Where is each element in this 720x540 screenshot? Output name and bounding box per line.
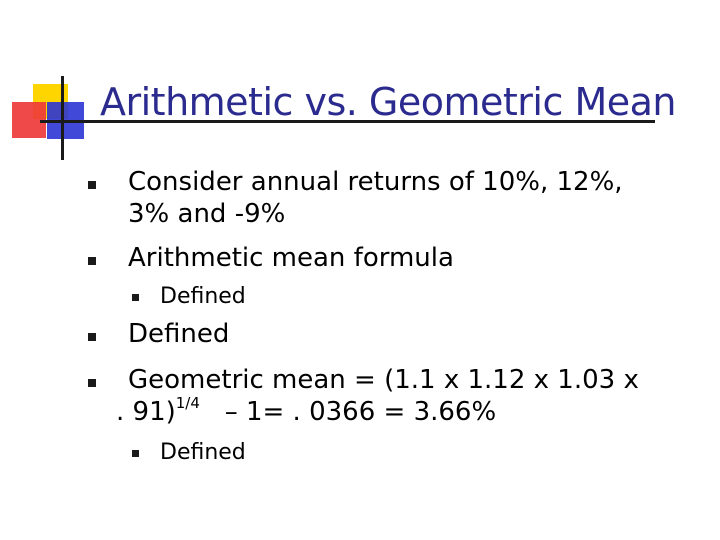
bullet-square-icon [88, 333, 96, 341]
bullet-text: Arithmetic mean formula [128, 243, 454, 273]
bullet-square-icon [88, 181, 96, 189]
bullet-square-icon [88, 257, 96, 265]
sub-bullet-text: Defined [160, 284, 246, 309]
bullet-square-icon [88, 379, 96, 387]
sub-bullet-text: Defined [160, 440, 246, 465]
bullet-text: Defined [128, 319, 230, 349]
sub-bullet-item-geometric-defined [160, 439, 246, 467]
formula-rest: – 1= . 0366 = 3.66% [199, 397, 497, 427]
bullet-text-line: Geometric mean = (1.1 x 1.12 x 1.03 x [128, 365, 639, 395]
bullet-item-geometric [116, 364, 639, 428]
bullet-item-returns [128, 166, 623, 230]
bullet-item-defined [128, 318, 229, 350]
slide-title: Arithmetic vs. Geometric Mean [100, 80, 676, 124]
bullet-text-line: 3% and -9% [128, 199, 286, 229]
sub-bullet-item-arithmetic-defined [160, 283, 246, 311]
bullet-item-arithmetic [128, 242, 454, 274]
bullet-text-line: Consider annual returns of 10%, 12%, [128, 167, 623, 197]
bullet-text-line [116, 396, 639, 428]
sub-bullet-square-icon [132, 294, 139, 301]
formula-base: . 91) [116, 397, 176, 427]
sub-bullet-square-icon [132, 450, 139, 457]
formula-exponent: 1/4 [175, 394, 200, 413]
